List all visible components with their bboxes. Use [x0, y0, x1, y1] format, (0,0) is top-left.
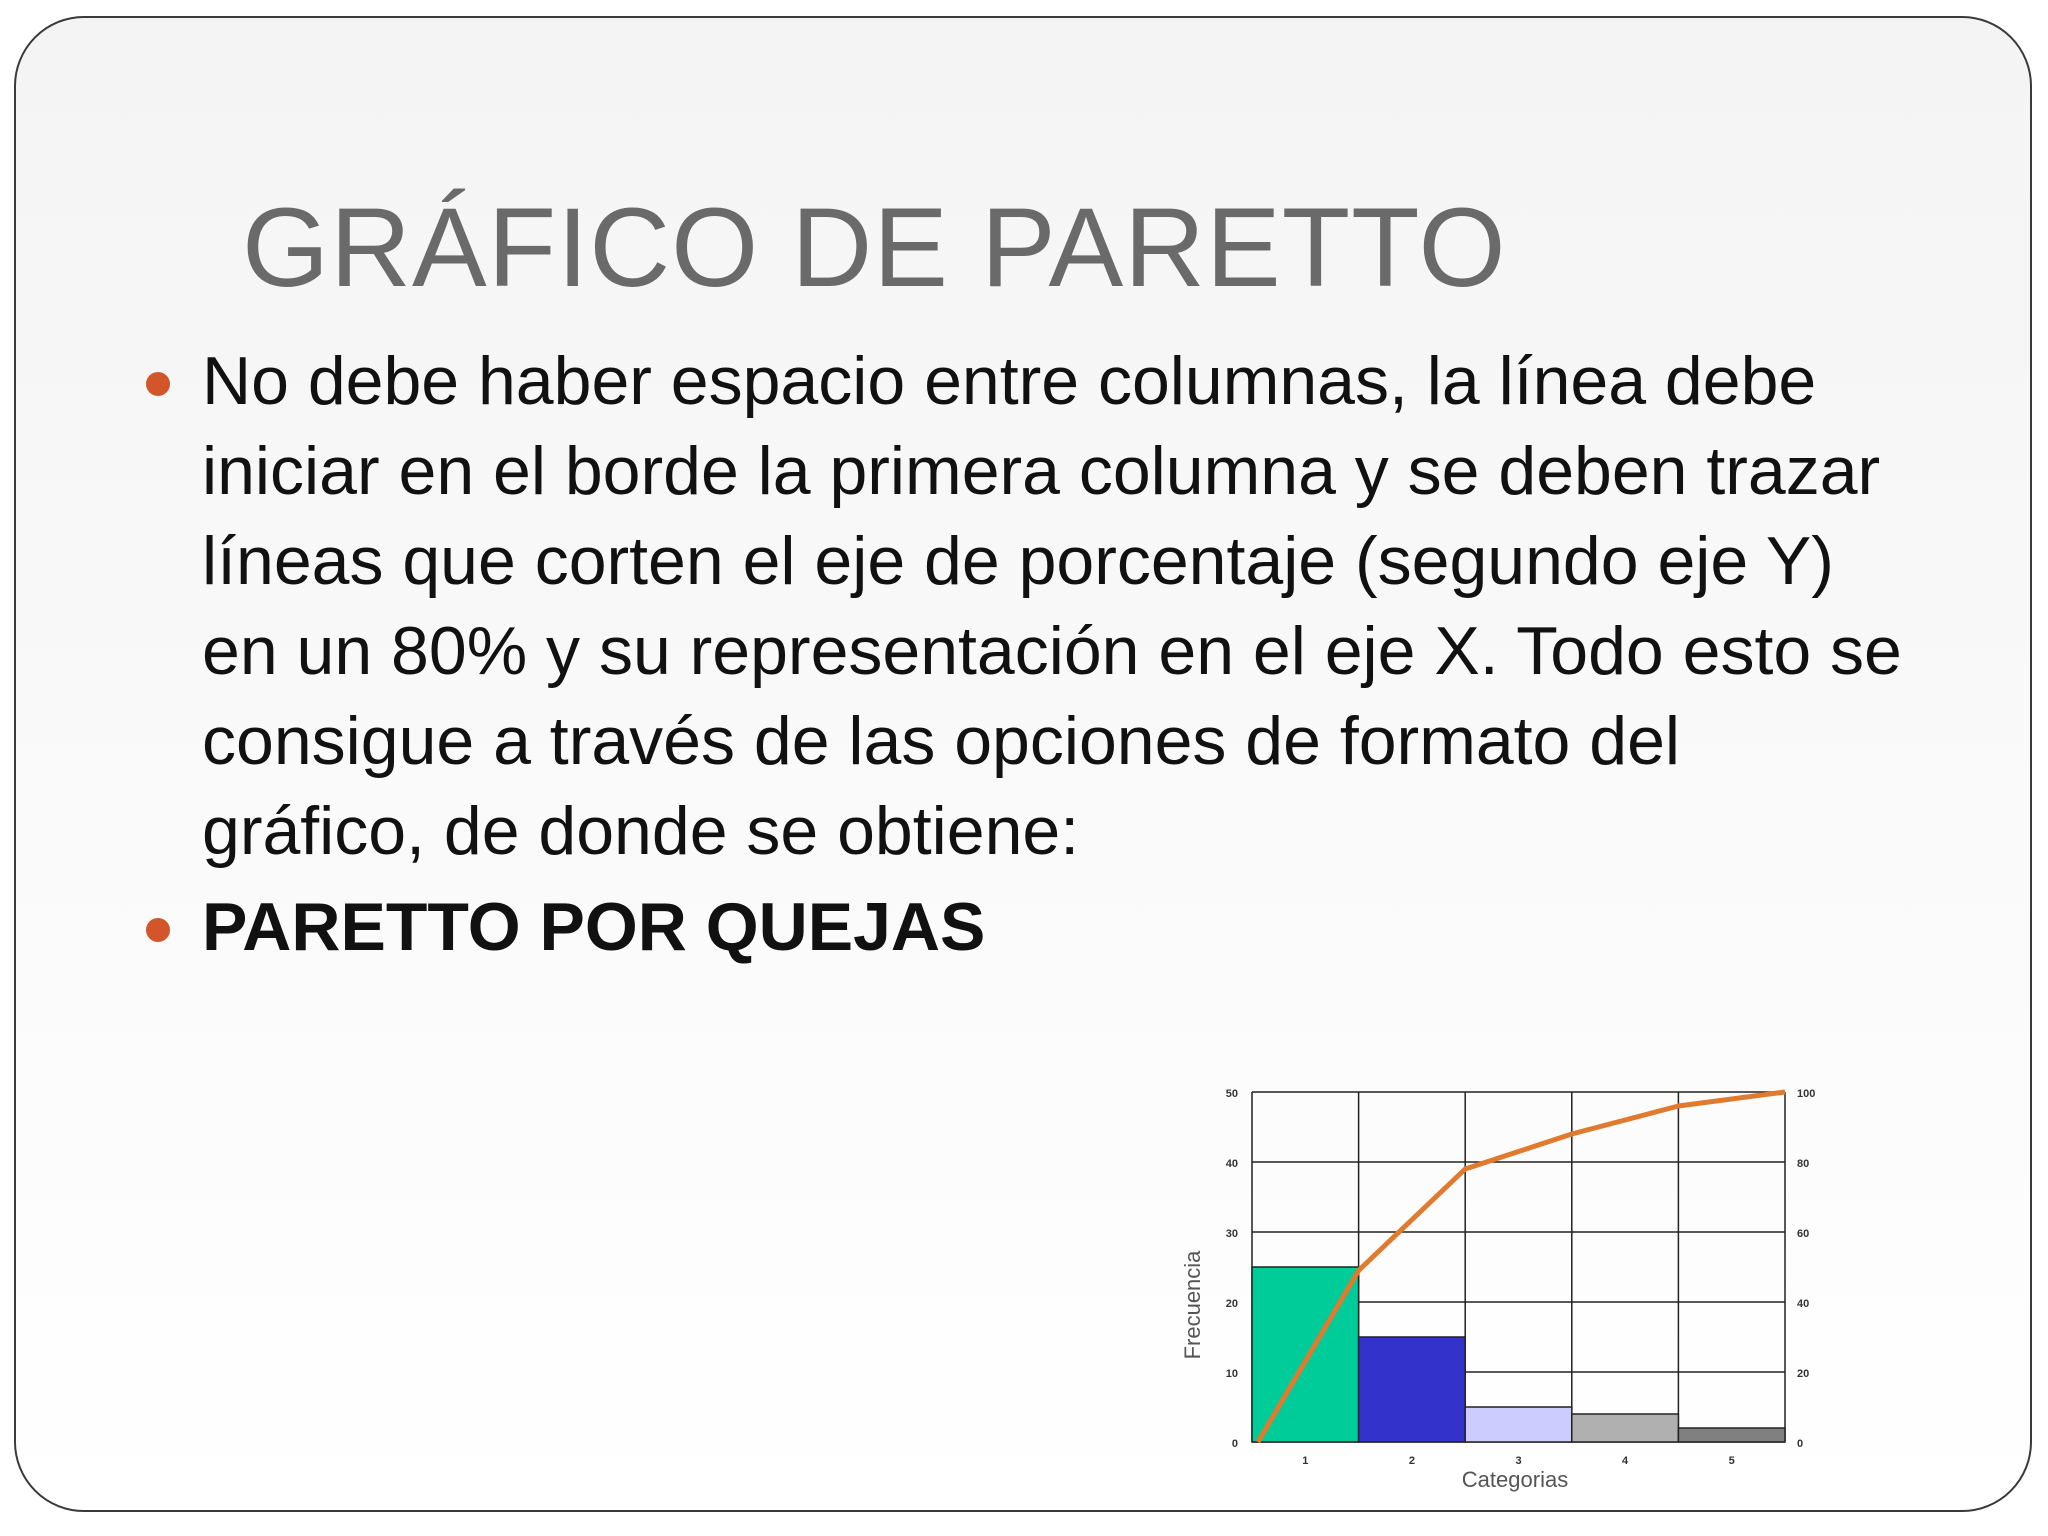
bullet-text: PARETTO POR QUEJAS — [202, 889, 986, 965]
y-axis-label: Frecuencia — [1180, 1250, 1205, 1360]
bar-5 — [1678, 1428, 1785, 1442]
bullet-heading — [142, 882, 1902, 972]
x-tick-label: 1 — [1302, 1455, 1309, 1467]
y-tick-label: 30 — [1225, 1228, 1238, 1240]
x-tick-label: 5 — [1728, 1455, 1735, 1467]
y-tick-label: 40 — [1225, 1158, 1238, 1170]
y-tick-label: 0 — [1231, 1438, 1238, 1450]
chart-bars — [1252, 1267, 1785, 1442]
y2-tick-label: 20 — [1797, 1368, 1810, 1380]
bullet-text: No debe haber espacio entre columnas, la línea debe iniciar en el borde la primera columna y se deben trazar líneas que corten el eje de porcentaje (segundo eje Y) en un 80% y su representación en el eje X. Todo esto se consigue a través de las opciones de formato del gráfico, de donde se obtiene: — [202, 343, 1902, 869]
x-tick-label: 3 — [1515, 1455, 1522, 1467]
pareto-chart — [1170, 1080, 1830, 1500]
x-tick-label: 2 — [1408, 1455, 1415, 1467]
y2-tick-label: 40 — [1797, 1298, 1810, 1310]
bar-3 — [1465, 1407, 1572, 1442]
bar-2 — [1359, 1337, 1466, 1442]
y-tick-label: 20 — [1225, 1298, 1238, 1310]
bullet-list — [142, 336, 1902, 972]
y2-tick-label: 100 — [1797, 1088, 1816, 1100]
x-tick-label: 4 — [1622, 1455, 1629, 1467]
y2-tick-label: 60 — [1797, 1228, 1810, 1240]
slide-title: GRÁFICO DE PARETTO — [242, 185, 1507, 310]
y-tick-label: 10 — [1225, 1368, 1238, 1380]
bullet-dot-icon — [146, 372, 170, 396]
x-axis-label: Categorias — [1461, 1467, 1569, 1492]
y2-tick-label: 0 — [1797, 1438, 1804, 1450]
bar-4 — [1572, 1414, 1679, 1442]
y-tick-label: 50 — [1225, 1088, 1238, 1100]
bullet-paragraph — [142, 336, 1902, 876]
y2-tick-label: 80 — [1797, 1158, 1810, 1170]
bullet-dot-icon — [146, 918, 170, 942]
